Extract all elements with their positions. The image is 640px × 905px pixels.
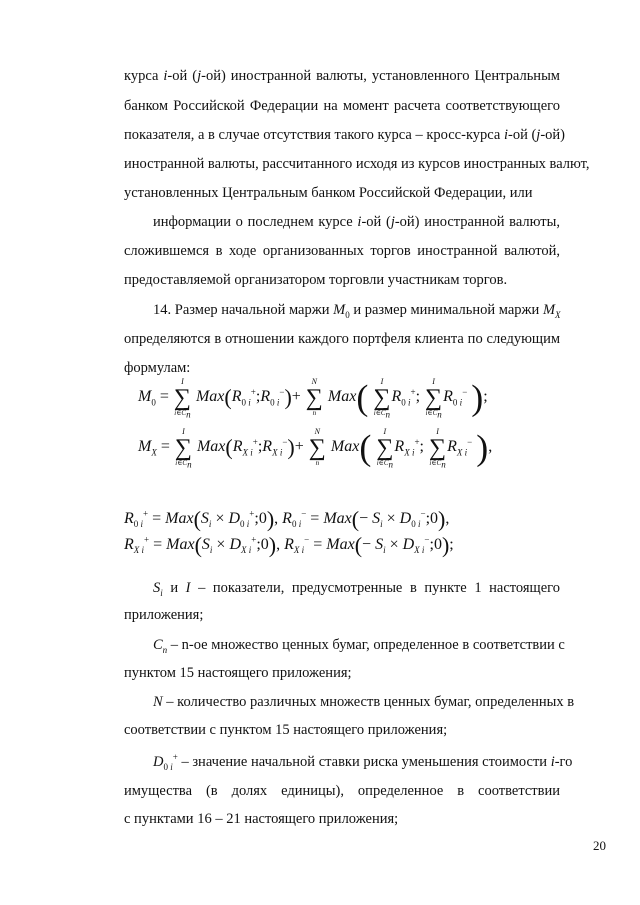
p1-line-4: иностранной валюты, рассчитанного исходя из курсов иностранных валют, xyxy=(124,156,590,172)
p3-line-3: формулам: xyxy=(124,360,191,376)
p5-line-2: пунктом 15 настоящего приложения; xyxy=(124,665,352,681)
p7-line-3: с пунктами 16 – 21 настоящего приложения; xyxy=(124,811,399,827)
p2-line-2: сложившемся в ходе организованных торгов иностранной валютой, xyxy=(124,243,560,259)
formula-r0: $R_{0 i}^+ = Max(S_i$ × $D_{0 i}^+;0$), $R_{0 i}^- = Max(- S_i$ × $D_{0 i}^-;0$), xyxy=(124,506,450,532)
p1-line-3: показателя, а в случае отсутствия такого курса – кросс-курса i-ой (j-ой) xyxy=(124,127,565,143)
p2-line-3: предоставляемой организатором торговли участникам торгов. xyxy=(124,272,508,288)
p7-line-2: имущества (в долях единицы), определенное в соответствии xyxy=(124,783,560,799)
p1-line-1: курса i-ой (j-ой) иностранной валюты, установленного Центральным xyxy=(124,68,560,84)
p6-line-2: соответствии с пунктом 15 настоящего приложения; xyxy=(124,722,448,738)
p1-line-2: банком Российской Федерации на момент расчета соответствующего xyxy=(124,98,560,114)
p4-line-1: $S_i$ и I – показатели, предусмотренные в пункте 1 настоящего xyxy=(153,580,560,598)
formula-m0: $M_0$ = I ∑ $i\in C_n$ $Max(R_{0 i}^+;R_{0 i}^-)+$ N ∑ n Max( I ∑ $i\in C_n$ $R_{0 i}^+$; I ∑ $i\in C_n$ $R_{0 i}^-$ ); xyxy=(138,377,488,420)
formula-mx: $M_X$ = I ∑ $i\in C_n$ $Max(R_{X i}^+;R_{X i}^-)+$ N ∑ n Max( I ∑ $i\in C_n$ $R_{X i}^+$; I ∑ $i\in C_n$ $R_{X i}^-$ ), xyxy=(138,427,493,470)
p3-line-2: определяются в отношении каждого портфеля клиента по следующим xyxy=(124,331,560,347)
p1-line-5: установленных Центральным банком Российской Федерации, или xyxy=(124,185,533,201)
p4-line-2: приложения; xyxy=(124,607,204,623)
p7-line-1: $D_{0 i}^+$ – значение начальной ставки риска уменьшения стоимости i-го xyxy=(153,752,573,772)
p5-line-1: $C_n - n-ое$ множество ценных бумаг, определенное в соответствии с xyxy=(153,637,565,655)
p6-line-1: N – количество различных множеств ценных бумаг, определенных в xyxy=(153,694,575,710)
page-number: 20 xyxy=(593,838,606,853)
p2-line-1: информации о последнем курсе i-ой (j-ой) иностранной валюты, xyxy=(153,214,560,230)
p3-line-1: 14. Размер начальной маржи $M_0$ и размер минимальной маржи $M_X$ xyxy=(153,302,561,320)
formula-rx: $R_{X i}^+ = Max(S_i$ × $D_{X i}^+;0$), $R_{X i}^- = Max(- S_i$ × $D_{X i}^-;0$); xyxy=(124,532,454,558)
